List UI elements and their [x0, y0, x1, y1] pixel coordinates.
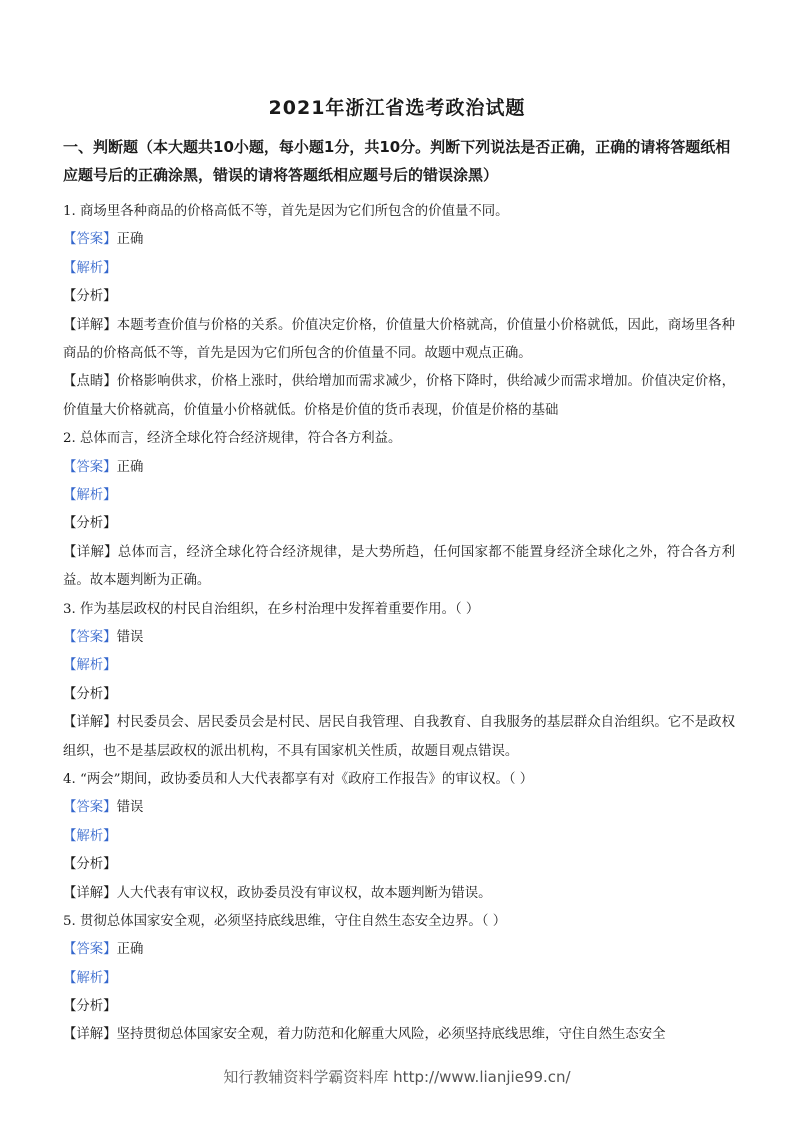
- analysis-label: 【解析】: [63, 970, 117, 986]
- analysis-label: 【解析】: [63, 828, 117, 844]
- answer-row: [63, 226, 735, 254]
- answer-row: [63, 936, 735, 964]
- detail-label: 【详解】: [63, 317, 117, 333]
- comment-text: 价格影响供求，价格上涨时，供给增加而需求减少，价格下降时，供给减少而需求增加。价值决定价格，价值量大价格就高，价值量小价格就低。价格是价值的货币表现，价值是价格的基础: [63, 374, 735, 418]
- fenxi-label: 【分析】: [63, 857, 117, 873]
- detail-text: 人大代表有审议权，政协委员没有审议权，故本题判断为错误。: [116, 885, 492, 901]
- answer-value: 错误: [116, 629, 144, 645]
- question-text: 3. 作为基层政权的村民自治组织，在乡村治理中发挥着重要作用。（ ）: [63, 601, 480, 617]
- page-title: 2021年浙江省选考政治试题: [268, 97, 526, 119]
- analysis-label: 【解析】: [63, 658, 117, 674]
- detail-row: [63, 539, 735, 596]
- detail-row: [63, 709, 735, 766]
- answer-label: 【答案】: [63, 800, 117, 816]
- answer-label: 【答案】: [63, 942, 117, 958]
- answer-row: [63, 794, 735, 822]
- detail-text: 村民委员会、居民委员会是村民、居民自我管理、自我教育、自我服务的基层群众自治组织。它不是政权组织，也不是基层政权的派出机构，不具有国家机关性质，故题目观点错误。: [63, 715, 735, 759]
- detail-label: 【详解】: [63, 885, 117, 901]
- comment-label: 【点睛】: [63, 374, 117, 390]
- detail-label: 【详解】: [63, 544, 118, 560]
- detail-text: 总体而言，经济全球化符合经济规律，是大势所趋，任何国家都不能置身经济全球化之外，符合各方利益。故本题判断为正确。: [63, 544, 736, 589]
- fenxi-label: 【分析】: [63, 289, 117, 305]
- detail-row: [63, 1021, 735, 1049]
- answer-row: [63, 624, 735, 652]
- answer-value: 正确: [116, 942, 144, 958]
- answer-label: 【答案】: [63, 629, 117, 645]
- question-text: 2. 总体而言，经济全球化符合经济规律，符合各方利益。: [63, 431, 402, 447]
- detail-text: 坚持贯彻总体国家安全观，着力防范和化解重大风险，必须坚持底线思维，守住自然生态安全: [116, 1027, 666, 1043]
- analysis-label: 【解析】: [63, 260, 117, 276]
- analysis-label: 【解析】: [63, 487, 117, 503]
- answer-value: 正确: [116, 459, 144, 475]
- answer-row: [63, 454, 735, 482]
- fenxi-label: 【分析】: [63, 516, 117, 532]
- question-text: 4. “两会”期间，政协委员和人大代表都享有对《政府工作报告》的审议权。（ ）: [63, 771, 534, 787]
- detail-text: 本题考查价值与价格的关系。价值决定价格，价值量大价格就高，价值量小价格就低，因此，商场里各种商品的价格高低不等，首先是因为它们所包含的价值量不同。故题中观点正确。: [63, 317, 735, 361]
- answer-label: 【答案】: [63, 232, 117, 248]
- section-heading: 一、判断题（本大题共10小题，每小题1分，共10分。判断下列说法是否正确，正确的请将答题纸相应题号后的正确涂黑，错误的请将答题纸相应题号后的错误涂黑）: [63, 138, 731, 184]
- answer-value: 错误: [116, 800, 144, 816]
- question-text: 5. 贯彻总体国家安全观，必须坚持底线思维，守住自然生态安全边界。（ ）: [63, 913, 507, 929]
- fenxi-label: 【分析】: [63, 999, 117, 1015]
- footer-watermark: 知行教辅资料学霸资料库 http://www.lianjie99.cn/: [223, 1068, 571, 1086]
- detail-label: 【详解】: [63, 1027, 117, 1043]
- question-text: 1. 商场里各种商品的价格高低不等，首先是因为它们所包含的价值量不同。: [63, 204, 509, 219]
- question-list: [63, 198, 735, 1050]
- detail-row: [63, 312, 735, 369]
- answer-label: 【答案】: [63, 459, 117, 475]
- fenxi-label: 【分析】: [63, 686, 117, 702]
- comment-row: [63, 368, 735, 425]
- detail-label: 【详解】: [63, 715, 117, 731]
- answer-value: 正确: [116, 232, 144, 248]
- detail-row: [63, 880, 735, 908]
